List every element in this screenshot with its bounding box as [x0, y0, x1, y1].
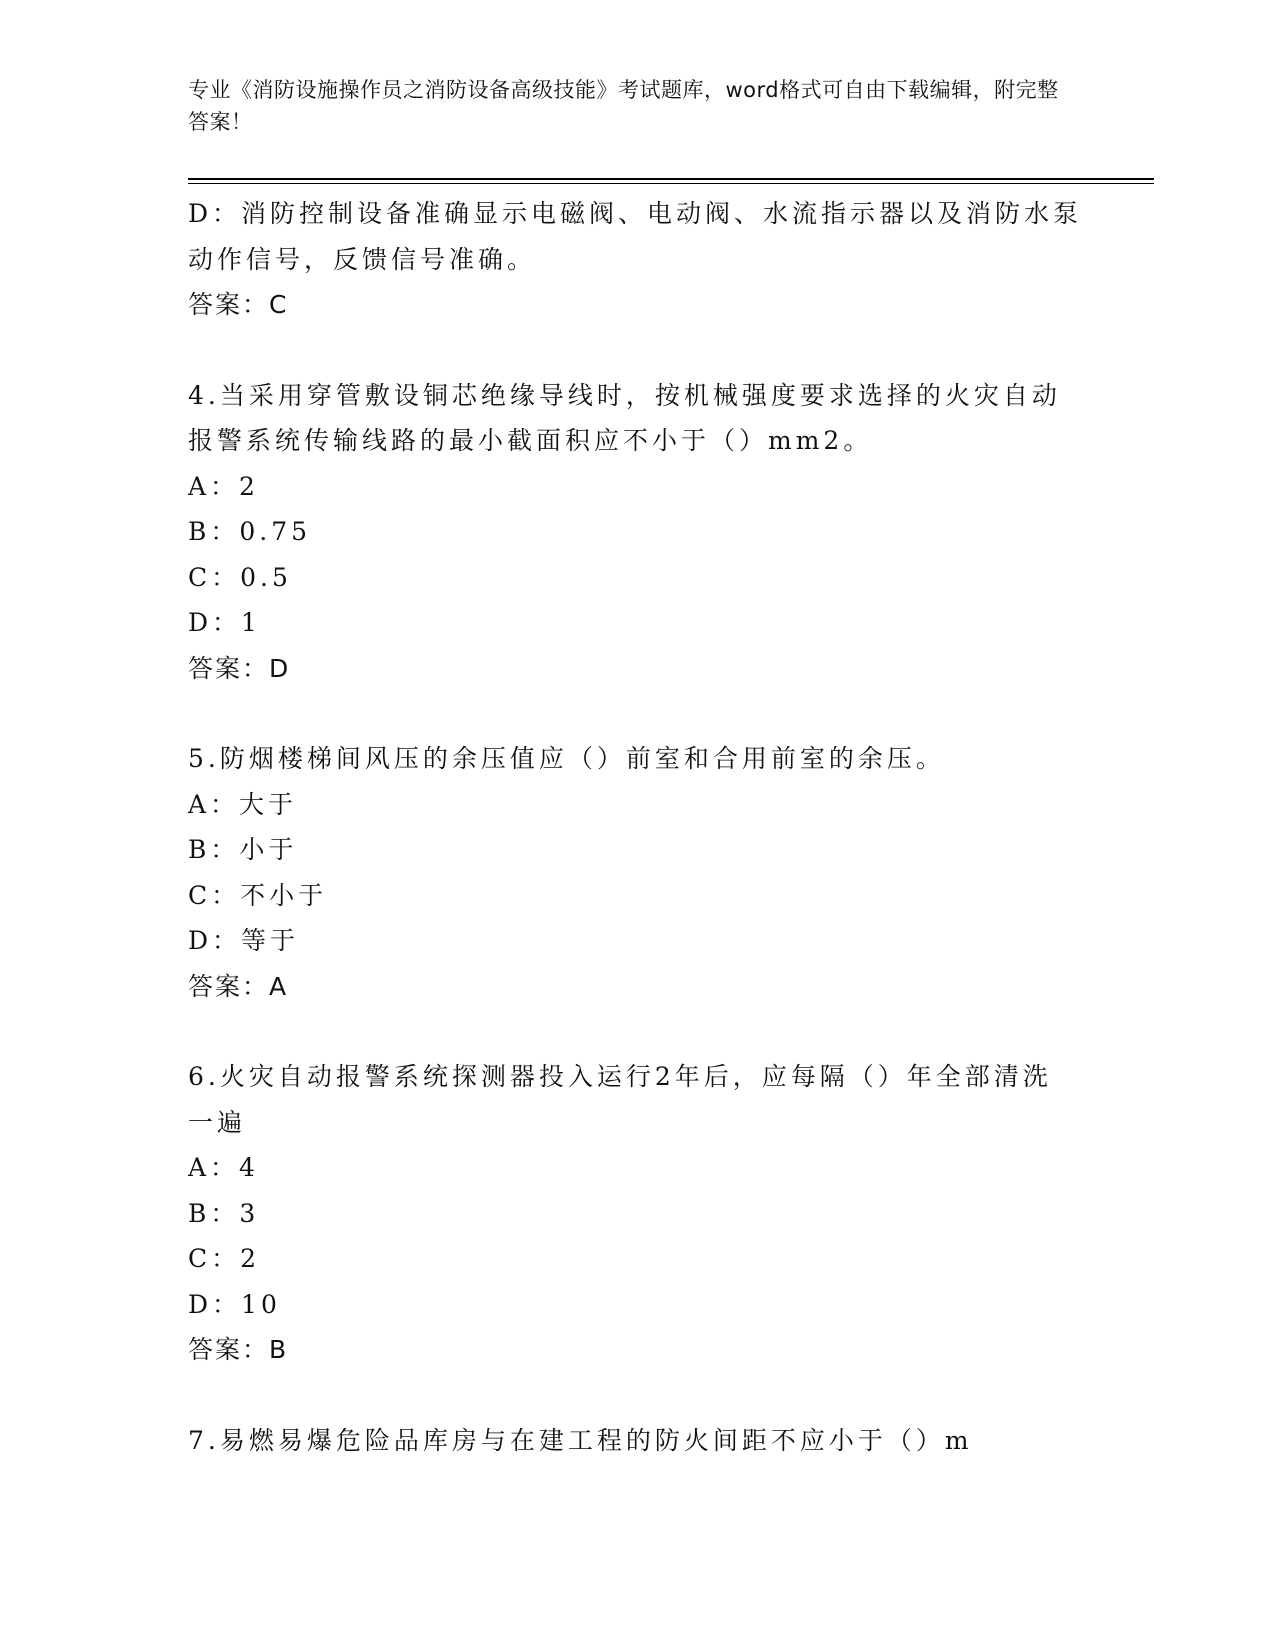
header-divider-thick [188, 178, 1154, 180]
question-text-line: 一遍 [188, 1107, 247, 1137]
question-text-line: 6.火灾自动报警系统探测器投入运行2年后，应每隔（）年全部清洗 [188, 1062, 1052, 1091]
option-d: D：1 [188, 608, 261, 637]
question-text-line: 4.当采用穿管敷设铜芯绝缘导线时，按机械强度要求选择的火灾自动 [188, 380, 1061, 410]
option-c: C：2 [188, 1244, 261, 1273]
option-c: C：0.5 [188, 562, 292, 592]
question-5 [188, 736, 1088, 1009]
answer-line: 答案：B [188, 1335, 289, 1364]
option-b: B：3 [188, 1198, 260, 1228]
option-b: B：小于 [188, 835, 298, 864]
answer-line: 答案：D [188, 653, 291, 683]
question-6 [188, 1054, 1088, 1373]
option-c: C：不小于 [188, 880, 328, 910]
document-header: 专业《消防设施操作员之消防设备高级技能》考试题库，word格式可自由下载编辑，附完整答案！ [188, 78, 1059, 134]
question-7 [188, 1418, 1088, 1464]
answer-line: 答案：C [188, 290, 289, 319]
question-text-line: 动作信号，反馈信号准确。 [188, 244, 537, 274]
question-text-line: D：消防控制设备准确显示电磁阀、电动阀、水流指示器以及消防水泵 [188, 199, 1083, 228]
option-d: D：10 [188, 1289, 281, 1319]
question-text-line: 5.防烟楼梯间风压的余压值应（）前室和合用前室的余压。 [188, 744, 945, 773]
question-text-line: 报警系统传输线路的最小截面积应不小于（）mm2。 [188, 426, 873, 455]
option-a: A：4 [188, 1153, 259, 1182]
question-4 [188, 373, 1088, 692]
option-d: D：等于 [188, 926, 300, 955]
header-divider-thin [188, 183, 1154, 184]
option-a: A：大于 [188, 789, 298, 819]
question-text-line: 7.易燃易爆危险品库房与在建工程的防火间距不应小于（）m [188, 1425, 973, 1455]
question-content [188, 191, 1088, 1463]
carryover-block [188, 191, 1088, 328]
option-b: B：0.75 [188, 517, 312, 546]
answer-line: 答案：A [188, 971, 289, 1001]
option-a: A：2 [188, 471, 259, 501]
